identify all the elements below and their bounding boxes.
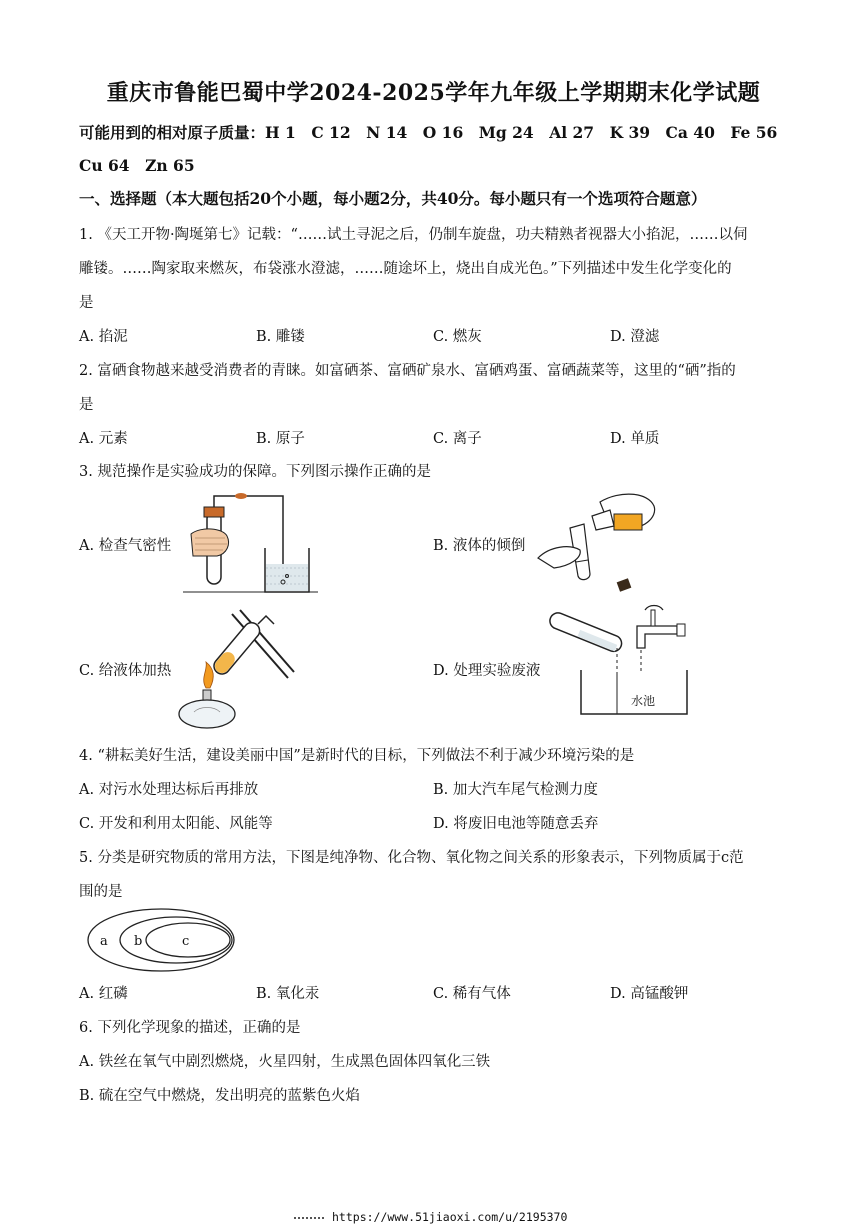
q4-stem: 4. “耕耘美好生活，建设美丽中国”是新时代的目标，下列做法不利于减少环境污染的是 [79, 748, 635, 764]
nested-ellipse-diagram [86, 906, 241, 976]
diagram-label-b: b [134, 934, 143, 949]
hand-test-tube-beaker-figure [183, 490, 318, 595]
q3-option-b: B. 液体的倾倒 [433, 538, 526, 554]
q3-option-a: A. 检查气密性 [79, 538, 172, 554]
q3-option-d: D. 处理实验废液 [433, 663, 541, 679]
footer-url[interactable]: https://www.51jiaoxi.com/u/2195370 [332, 1210, 568, 1224]
q6-stem: 6. 下列化学现象的描述，正确的是 [79, 1020, 301, 1036]
q2-option-d: D. 单质 [610, 431, 660, 447]
q5-stem-line-2: 围的是 [79, 884, 123, 900]
q5-option-b: B. 氧化汞 [256, 986, 320, 1002]
q5-option-d: D. 高锰酸钾 [610, 986, 689, 1002]
pouring-liquid-figure [530, 488, 665, 598]
q6-option-b: B. 硫在空气中燃烧，发出明亮的蓝紫色火焰 [79, 1088, 360, 1104]
diagram-label-c: c [182, 934, 190, 949]
q4-option-b: B. 加大汽车尾气检测力度 [433, 782, 598, 798]
q1-stem-line-3: 是 [79, 295, 94, 311]
q4-option-a: A. 对污水处理达标后再排放 [79, 782, 259, 798]
q1-stem-line-2: 雕镂。……陶家取来燃灰，布袋涨水澄滤，……随途坏上，烧出自成光色。”下列描述中发生化学变化的 [79, 261, 732, 277]
q4-option-d: D. 将废旧电池等随意丢弃 [433, 816, 599, 832]
footer-watermark [294, 1210, 567, 1224]
q2-option-a: A. 元素 [79, 431, 128, 447]
q2-option-c: C. 离子 [433, 431, 482, 447]
q2-option-b: B. 原子 [256, 431, 305, 447]
q5-option-a: A. 红磷 [79, 986, 128, 1002]
q3-option-c: C. 给液体加热 [79, 663, 172, 679]
q4-option-c: C. 开发和利用太阳能、风能等 [79, 816, 273, 832]
section-heading: 一、选择题（本大题包括20个小题，每小题2分，共40分。每小题只有一个选项符合题意） [79, 189, 707, 208]
q6-option-a: A. 铁丝在氧气中剧烈燃烧，火星四射，生成黑色固体四氧化三铁 [79, 1054, 491, 1070]
page-title: 重庆市鲁能巴蜀中学2024-2025学年九年级上学期期末化学试题 [106, 80, 761, 106]
q3-stem: 3. 规范操作是实验成功的保障。下列图示操作正确的是 [79, 464, 431, 480]
sink-label: 水池 [631, 694, 656, 708]
diagram-label-a: a [100, 934, 108, 949]
atomic-mass-line-1: 可能用到的相对原子质量：H 1 C 12 N 14 O 16 Mg 24 Al 27 K 39 Ca 40 Fe 56 [79, 123, 778, 142]
q5-stem-line-1: 5. 分类是研究物质的常用方法，下图是纯净物、化合物、氧化物之间关系的形象表示，下列物质属于c范 [79, 850, 744, 866]
faucet-sink-figure [545, 604, 695, 732]
atomic-mass-line-2: Cu 64 Zn 65 [79, 156, 195, 175]
footer-dots [294, 1217, 324, 1219]
q2-stem-line-2: 是 [79, 397, 94, 413]
q1-option-b: B. 雕镂 [256, 329, 305, 345]
q1-option-c: C. 燃灰 [433, 329, 482, 345]
q1-option-a: A. 掐泥 [79, 329, 128, 345]
q2-stem-line-1: 2. 富硒食物越来越受消费者的青睐。如富硒茶、富硒矿泉水、富硒鸡蛋、富硒蔬菜等，这里的“硒”指的 [79, 363, 736, 379]
q1-option-d: D. 澄滤 [610, 329, 660, 345]
alcohol-lamp-heating-figure [170, 606, 295, 731]
q5-option-c: C. 稀有气体 [433, 986, 511, 1002]
q1-stem-line-1: 1. 《天工开物·陶埏第七》记载：“……试土寻泥之后，仍制车旋盘，功夫精熟者视器大小掐泥，……以伺 [79, 227, 748, 243]
